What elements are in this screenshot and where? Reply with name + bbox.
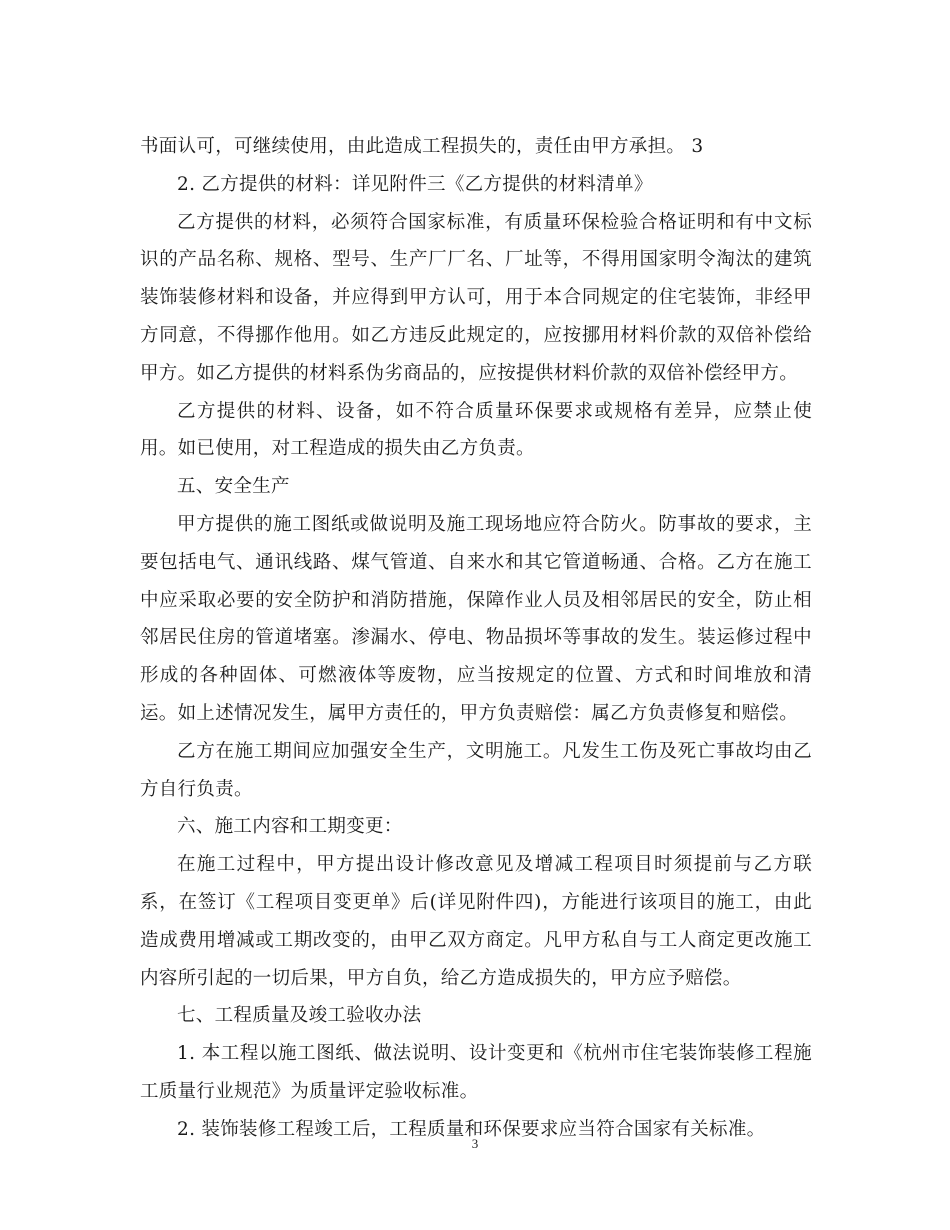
paragraph: 在施工过程中，甲方提出设计修改意见及增减工程项目时须提前与乙方联系，在签订《工程项目变更单》后(详见附件四)，方能进行该项目的施工，由此造成费用增减或工期改变的，由甲乙双方商定。凡甲方私自与工人商定更改施工内容所引起的一切后果，甲方自负，给乙方造成损失的，甲方应予赔偿。 [140,854,812,989]
paragraph: 乙方在施工期间应加强安全生产，文明施工。凡发生工伤及死亡事故均由乙方自行负责。 [140,740,812,800]
section-heading: 七、工程质量及竣工验收办法 [177,1005,422,1027]
paragraph: 乙方提供的材料，必须符合国家标准，有质量环保检验合格证明和有中文标识的产品名称、规格、型号、生产厂厂名、厂址等，不得用国家明令淘汰的建筑装饰装修材料和设备，并应得到甲方认可，用于本合同规定的住宅装饰，非经甲方同意，不得挪作他用。如乙方违反此规定的，应按挪用材料价款的双倍补偿给甲方。如乙方提供的材料系伪劣商品的，应按提供材料价款的双倍补偿经甲方。 [140,211,812,384]
paragraph: 1. 本工程以施工图纸、做法说明、设计变更和《杭州市住宅装饰装修工程施工质量行业规范》为质量评定验收标准。 [140,1043,812,1102]
paragraph: 2. 装饰装修工程竣工后，工程质量和环保要求应当符合国家有关标准。 [177,1118,766,1140]
section-heading: 六、施工内容和工期变更： [177,816,403,838]
paragraph: 乙方提供的材料、设备，如不符合质量环保要求或规格有差异，应禁止使用。如已使用，对工程造成的损失由乙方负责。 [140,400,812,460]
document-body [140,128,812,1149]
section-heading: 五、安全生产 [177,476,290,498]
paragraph: 甲方提供的施工图纸或做说明及施工现场地应符合防火。防事故的要求，主要包括电气、通讯线路、煤气管道、自来水和其它管道畅通、合格。乙方在施工中应采取必要的安全防护和消防措施，保障作业人员及相邻居民的安全，防止相邻居民住房的管道堵塞。渗漏水、停电、物品损坏等事故的发生。装运修过程中形成的各种固体、可燃液体等废物，应当按规定的位置、方式和时间堆放和清运。如上述情况发生，属甲方责任的，甲方负责赔偿：属乙方负责修复和赔偿。 [140,513,812,724]
page-number: 3 [471,1136,479,1151]
paragraph: 2. 乙方提供的材料：详见附件三《乙方提供的材料清单》 [177,173,653,195]
paragraph: 书面认可，可继续使用，由此造成工程损失的，责任由甲方承担。 3 [140,136,704,157]
